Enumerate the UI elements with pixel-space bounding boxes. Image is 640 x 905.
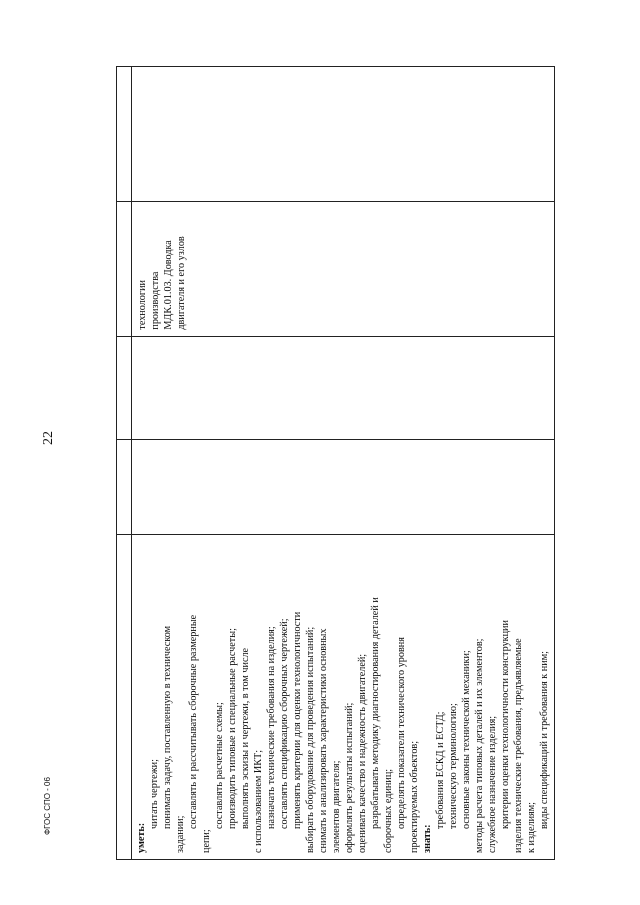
skill-line: задании; [175,815,186,853]
skill-line: производить типовые и специальные расчеты; [227,628,238,829]
skill-line: проектируемых объектов; [409,740,420,853]
skill-line: снимать и анализировать характеристики основных [318,628,329,853]
skill-line: служебное назначение изделия; [487,715,498,853]
course-content [132,202,192,336]
cell-top-5 [117,67,132,202]
skill-line: оценивать качество и надежность двигателей; [357,653,368,853]
table-row-top [117,67,132,860]
skill-line: оформлять результаты испытаний; [344,702,355,853]
course-line: двигателя и его узлов [176,236,187,330]
skill-line: изделия технические требования, предъявляемые [513,638,524,853]
skill-line: выбирать оборудование для проведения испытаний; [305,626,316,853]
course-line: технологии [137,280,148,330]
skill-line: определять показатели технического уровня [396,637,407,829]
skill-line: критерии оценки технологичности конструкции [500,620,511,829]
znat-heading: знать: [422,824,433,853]
skill-line: назначать технические требования на изделия; [266,626,277,829]
skill-line: сборочных единиц; [383,768,394,853]
skill-line: составлять и рассчитывать сборочные размерные [188,614,199,829]
cell-empty-5 [132,67,555,202]
competency-table [116,66,555,860]
skills-content [132,535,554,859]
footer-code: ФГОС СПО - 06 [43,777,52,835]
umet-heading: уметь: [136,822,147,853]
table-row-main [132,67,555,860]
page-number: 22 [41,431,56,445]
skill-line: выполнять эскизы и чертежи, в том числе [240,647,251,829]
cell-top-2 [117,439,132,534]
cell-empty-2 [132,439,555,534]
skill-line: элементов двигателя; [331,760,342,853]
cell-top-3 [117,336,132,439]
skill-line: техническую терминологию; [448,703,459,829]
cell-empty-3 [132,336,555,439]
cell-top-skills [117,534,132,859]
skill-line: основные законы технической механики; [461,650,472,829]
skill-line: составлять расчетные схемы; [214,702,225,829]
course-line: МДК.01.03. Доводка [163,240,174,330]
skill-line: разрабатывать методику диагностирования деталей и [370,597,381,829]
course-line: производства [150,271,161,330]
cell-top-4 [117,201,132,336]
competency-table-rotated [116,66,550,860]
course-cell [132,201,555,336]
skill-line: применять критерии для оценки технологичности [292,611,303,829]
umet-list [148,541,421,853]
skill-line: виды спецификаций и требования к ним; [539,651,550,829]
skill-line: методы расчета типовых деталей и их элементов; [474,638,485,853]
skill-line: составлять спецификацию сборочных чертежей; [279,618,290,829]
skill-line: читать чертежи; [149,759,160,829]
skill-line: цепи; [201,829,212,853]
znat-list [434,541,551,853]
skill-line: требования ЕСКД и ЕСТД; [435,711,446,829]
skill-line: к изделиям; [526,802,537,853]
skill-line: понимать задачу, поставленную в техническом [162,625,173,829]
skill-line: с использованием ИКТ; [253,749,264,853]
skills-cell [132,534,555,859]
